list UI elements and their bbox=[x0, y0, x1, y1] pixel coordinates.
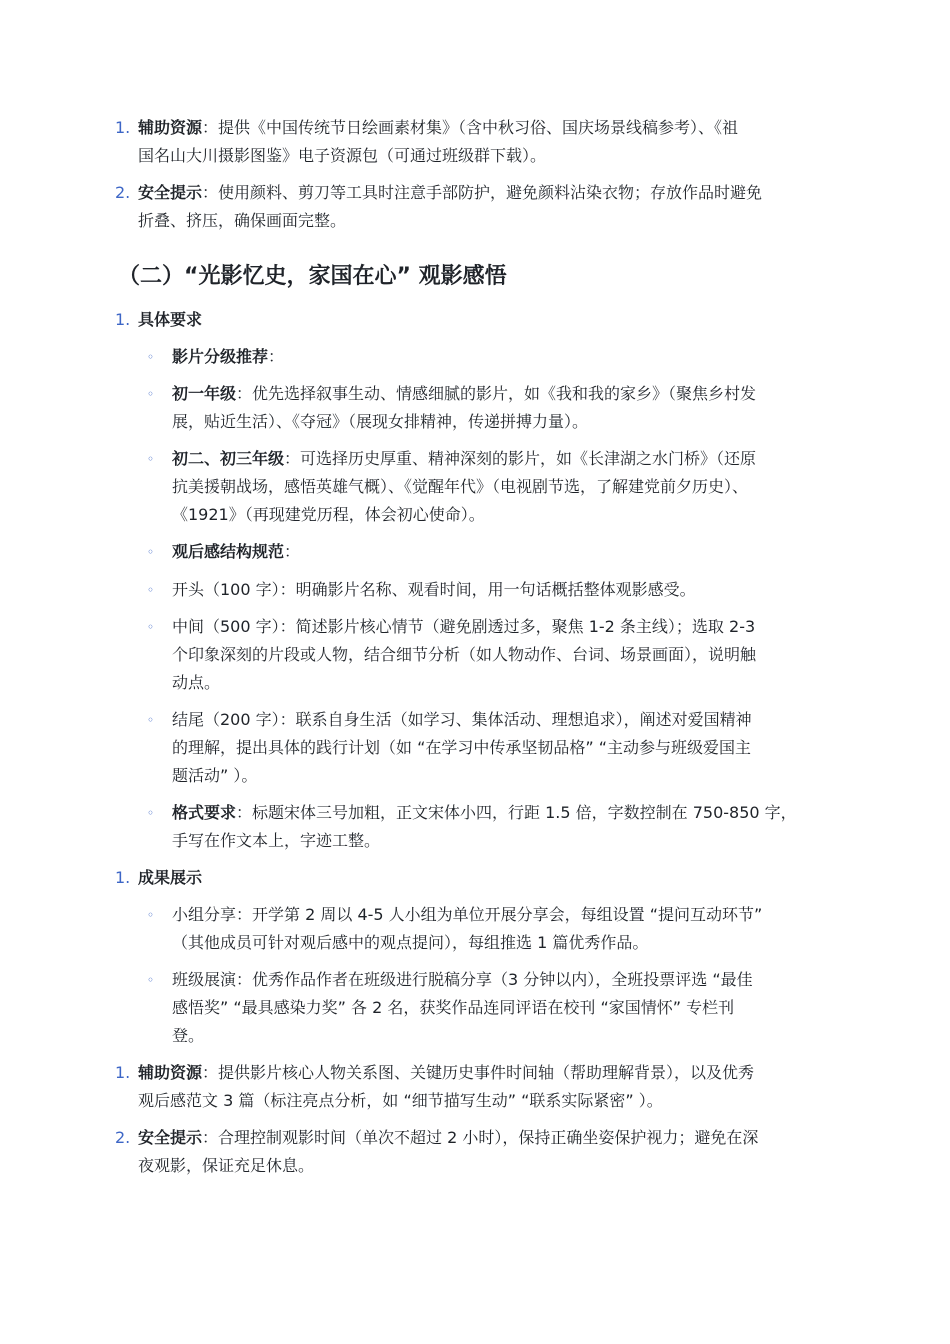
item-label: 安全提示 bbox=[138, 1128, 203, 1147]
section-title: （二）“光影忆史，家国在心” 观影感悟 bbox=[118, 264, 507, 289]
item-label: 格式要求 bbox=[172, 803, 237, 822]
list-text: 安全提示：使用颜料、剪刀等工具时注意手部防护，避免颜料沾染衣物；存放作品时避免 折叠、挤压，确保画面完整。 bbox=[138, 183, 763, 230]
bullet-icon: ◦ bbox=[147, 620, 155, 634]
list-number: 2. bbox=[115, 1128, 131, 1147]
item-label: 观后感结构规范 bbox=[172, 542, 285, 561]
list-number: 1. bbox=[115, 118, 131, 137]
bullet-icon: ◦ bbox=[147, 452, 155, 466]
bullet-icon: ◦ bbox=[147, 387, 155, 401]
item-label: 初一年级 bbox=[172, 384, 237, 403]
list-number: 1. bbox=[115, 310, 131, 329]
bullet-icon: ◦ bbox=[147, 713, 155, 727]
bullet-icon: ◦ bbox=[147, 908, 155, 922]
item-label: 影片分级推荐 bbox=[172, 347, 269, 366]
item-label: 成果展示 bbox=[138, 868, 203, 887]
bullet-icon: ◦ bbox=[147, 583, 155, 597]
bullet-icon: ◦ bbox=[147, 806, 155, 820]
item-label: 辅助资源 bbox=[138, 1063, 203, 1082]
list-number: 1. bbox=[115, 1063, 131, 1082]
bullet-icon: ◦ bbox=[147, 973, 155, 987]
bullet-icon: ◦ bbox=[147, 350, 155, 364]
item-label: 安全提示 bbox=[138, 183, 203, 202]
bullet-icon: ◦ bbox=[147, 545, 155, 559]
item-label: 具体要求 bbox=[138, 310, 203, 329]
list-number: 2. bbox=[115, 183, 131, 202]
list-text bbox=[138, 306, 838, 334]
document-page: 1. 辅助资源：提供《中国传统节日绘画素材集》（含中秋习俗、国庆场景线稿参考）、《祖 国名山大川摄影图鉴》电子资源包（可通过班级群下载）。 2. 安全提示：使用颜料、剪刀等工具时注意手部防护，避免颜料沾染衣物；存放作品时避免 折叠、挤压，确保画面完整。 （二）“光影忆史，家国在心” 观影感悟 1. 具体要求 ◦ 影片分级推荐： ◦ 初一年级：优先选择叙事生动、情感细腻的影片，如《我和我的家乡》（聚焦乡村发 展，贴近生活）、《夺冠》（展现女排精神，传递拼搏力量）。 ◦ 初二、初三年级：可选择历史厚重、精神深刻的影片，如《长津湖之水门桥》（还原 抗美援朝战场，感悟英雄气概）、《觉醒年代》（电视剧节选，了解建党前夕历史）、 《1921》（再现建党历程，体会初心使命）。 ◦ 观后感结构规范： ◦ 开头（100 字）：明确影片名称、观看时间，用一句话概括整体观影感受。 ◦ 中间（500 字）：简述影片核心情节（避免剧透过多，聚焦 1-2 条主线）；选取 2-3 个印象深刻的片段或人物，结合细节分析（如人物动作、台词、场景画面），说明触 动点。 ◦ 结尾（200 字）：联系自身生活（如学习、集体活动、理想追求），阐述对爱国精神 的理解，提出具体的践行计划（如 “在学习中传承坚韧品格” “主动参与班级爱国主 题活动” ）。 ◦ 格式要求：标题宋体三号加粗，正文宋体小四，行距 1.5 倍，字数控制在 750-850 字， 手写在作文本上，字迹工整。 1. 成果展示 ◦ 小组分享：开学第 2 周以 4-5 人小组为单位开展分享会，每组设置 “提问互动环节” （其他成员可针对观后感中的观点提问），每组推选 1 篇优秀作品。 ◦ 班级展演：优秀作品作者在班级进行脱稿分享（3 分钟以内），全班投票评选 “最佳 感悟奖” “最具感染力奖” 各 2 名，获奖作品连同评语在校刊 “家国情怀” 专栏刊 登。 1. 辅助资源：提供影片核心人物关系图、关键历史事件时间轴（帮助理解背景），以及优秀 观后感范文 3 篇（标注亮点分析，如 “细节描写生动” “联系实际紧密” ）。 2. 安全提示：合理控制观影时间（单次不超过 2 小时），保持正确坐姿保护视力；避免在深 夜观影，保证充足休息。 bbox=[0, 0, 950, 1344]
item-label: 初二、初三年级 bbox=[172, 449, 285, 468]
list-number: 1. bbox=[115, 868, 131, 887]
item-label: 辅助资源 bbox=[138, 118, 203, 137]
list-text: 辅助资源：提供《中国传统节日绘画素材集》（含中秋习俗、国庆场景线稿参考）、《祖 国名山大川摄影图鉴》电子资源包（可通过班级群下载）。 bbox=[138, 118, 739, 165]
